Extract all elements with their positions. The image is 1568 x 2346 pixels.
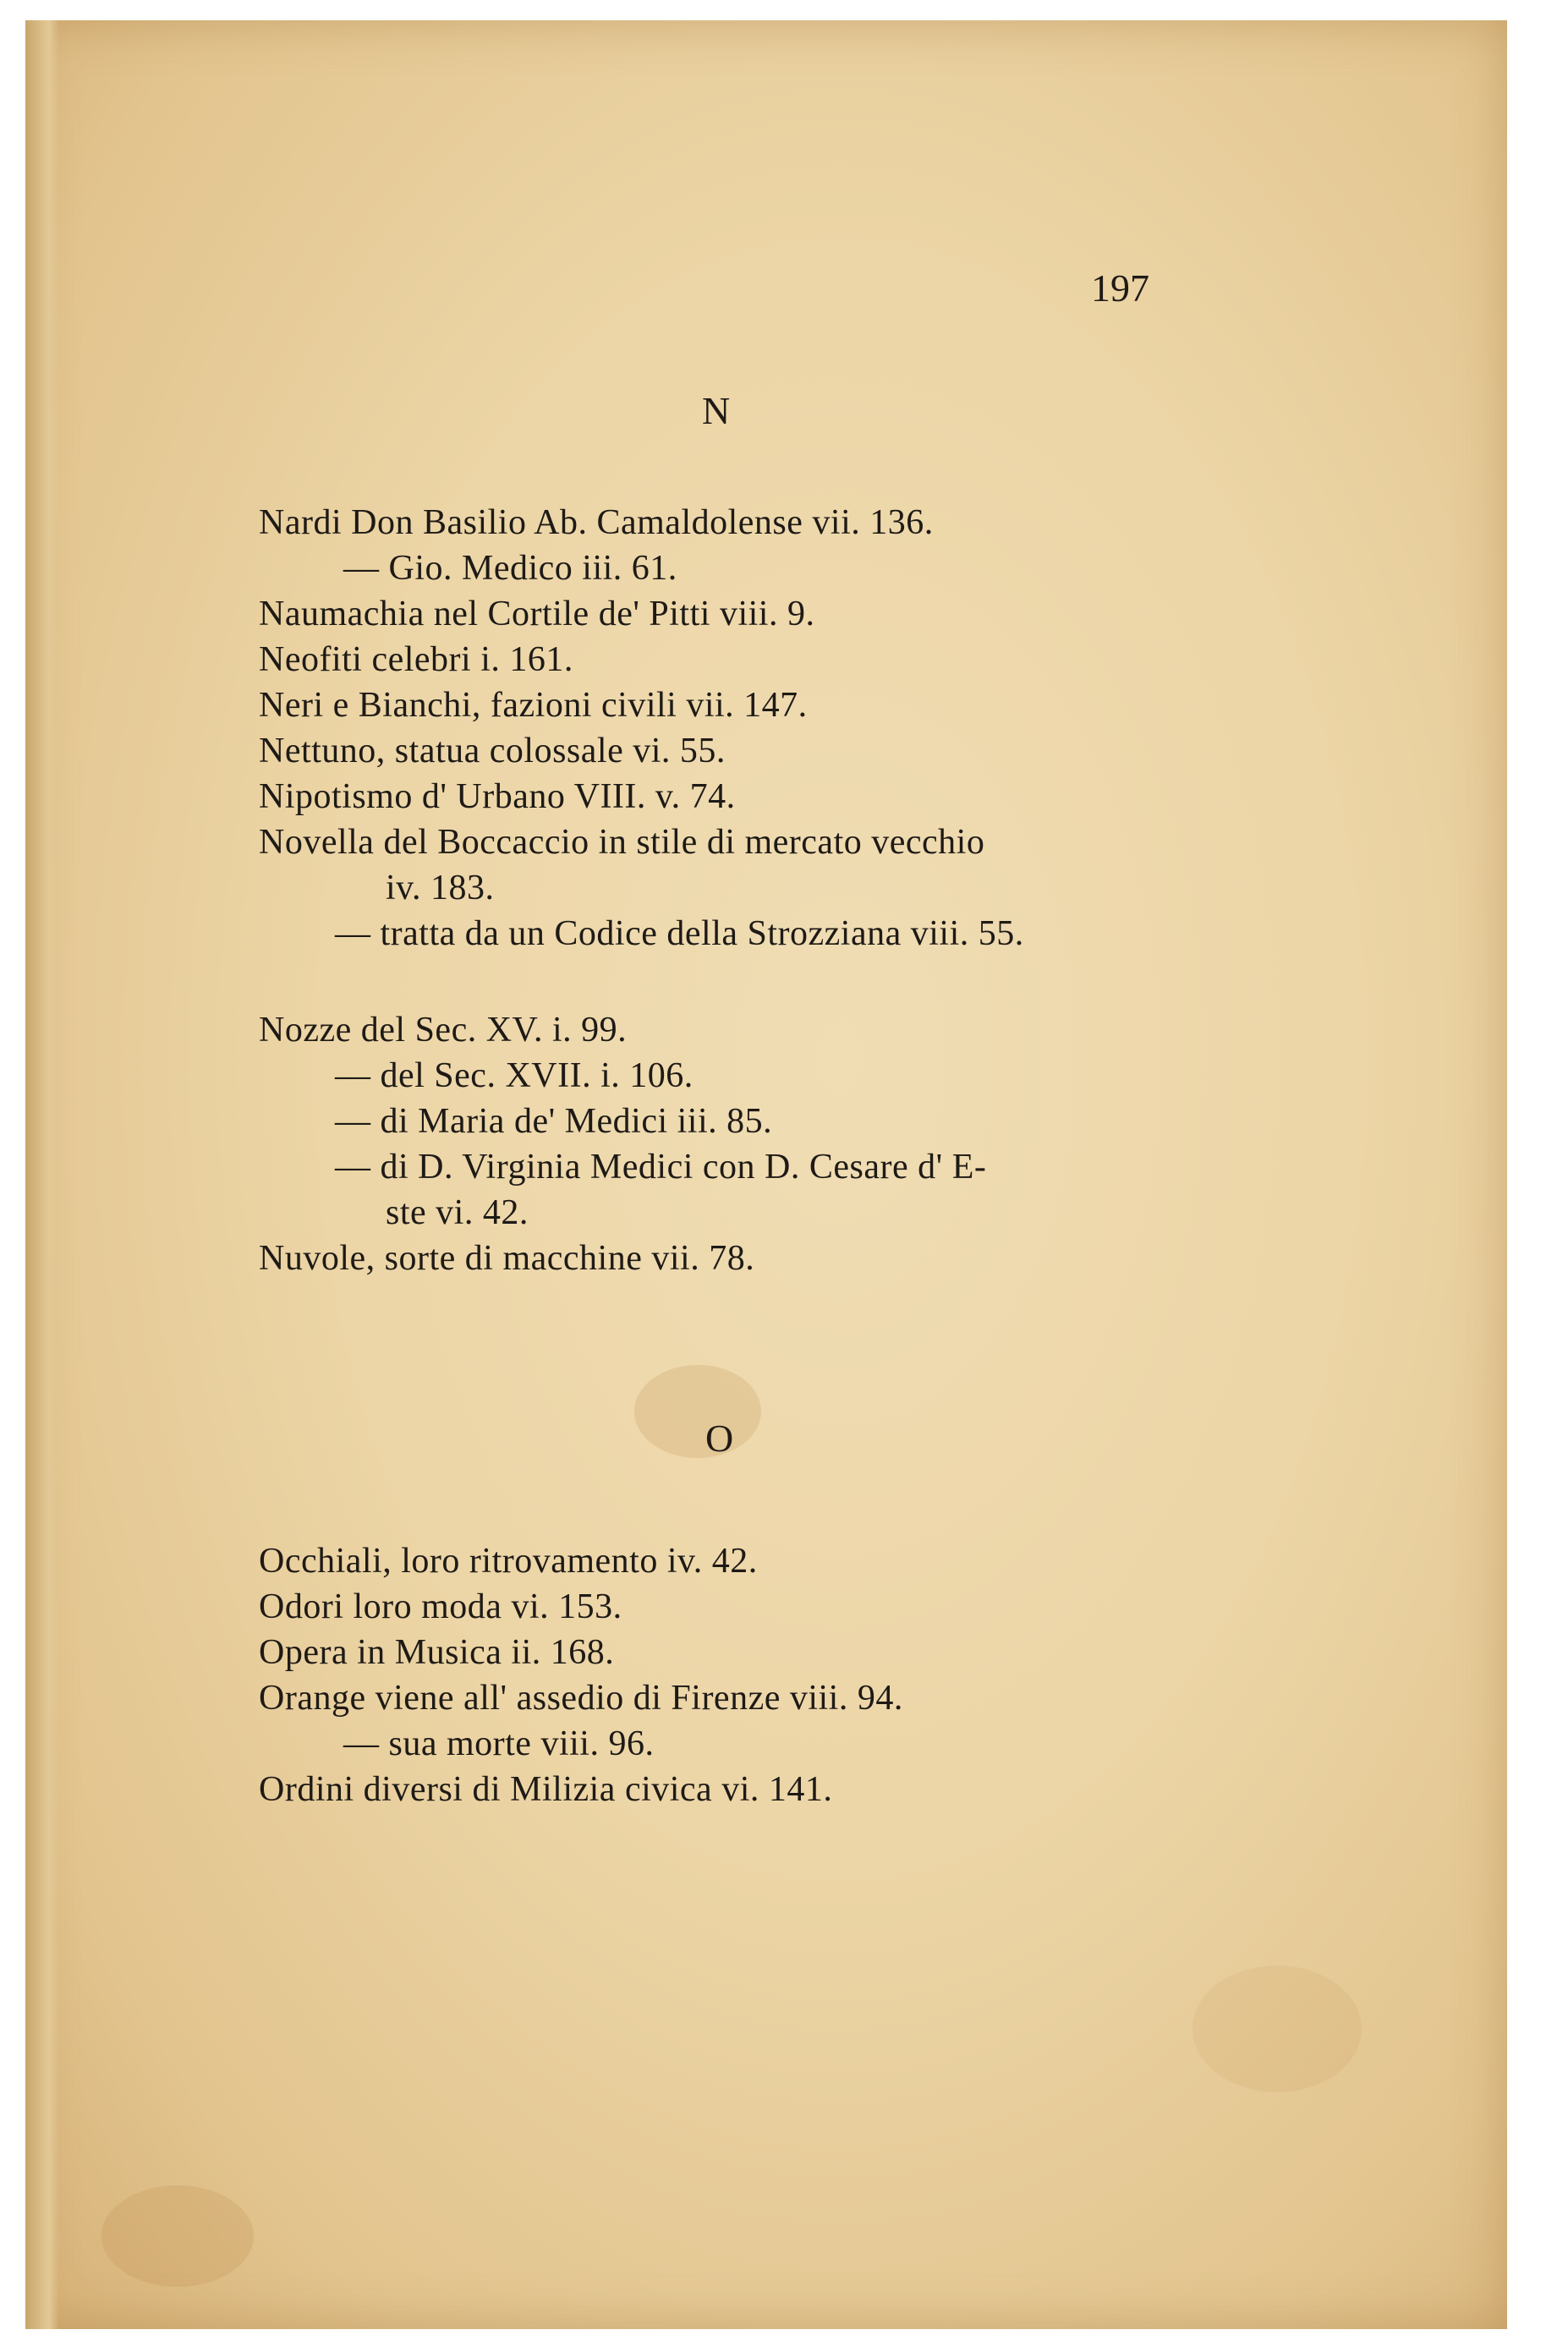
page-spine-edge <box>25 20 59 2329</box>
index-entry: Nipotismo d' Urbano VIII. v. 74. <box>259 777 736 816</box>
index-subentry: — Gio. Medico iii. 61. <box>343 549 677 588</box>
index-subentry: — tratta da un Codice della Strozziana viii. 55. <box>335 914 1024 953</box>
index-entry: Nettuno, statua colossale vi. 55. <box>259 732 726 770</box>
section-heading-o: O <box>705 1417 734 1460</box>
index-subentry: — di D. Virginia Medici con D. Cesare d' E- <box>335 1148 987 1187</box>
index-entry: Nozze del Sec. XV. i. 99. <box>259 1011 628 1050</box>
paper-stain <box>1192 1965 1362 2092</box>
index-entry: Occhiali, loro ritrovamento iv. 42. <box>259 1542 758 1581</box>
index-entry: Nardi Don Basilio Ab. Camaldolense vii. 136. <box>259 503 934 542</box>
index-entry-continuation: iv. 183. <box>386 869 495 907</box>
index-entry: Orange viene all' assedio di Firenze viii. 94. <box>259 1679 903 1718</box>
page-number: 197 <box>1091 266 1149 310</box>
section-heading-n: N <box>702 389 731 432</box>
index-entry: Odori loro moda vi. 153. <box>259 1587 622 1626</box>
index-entry: Neri e Bianchi, fazioni civili vii. 147. <box>259 686 808 725</box>
index-subentry: — di Maria de' Medici iii. 85. <box>335 1102 773 1141</box>
index-subentry: — sua morte viii. 96. <box>343 1724 655 1763</box>
index-entry: Novella del Boccaccio in stile di mercato vecchio <box>259 823 985 862</box>
index-entry: Neofiti celebri i. 161. <box>259 640 573 679</box>
index-entry: Naumachia nel Cortile de' Pitti viii. 9. <box>259 595 815 633</box>
book-page <box>25 20 1507 2329</box>
index-entry: Ordini diversi di Milizia civica vi. 141. <box>259 1770 833 1809</box>
paper-stain <box>634 1365 761 1458</box>
index-entry: Opera in Musica ii. 168. <box>259 1633 615 1672</box>
index-entry: Nuvole, sorte di macchine vii. 78. <box>259 1239 755 1278</box>
paper-stain <box>101 2185 254 2287</box>
index-entry-continuation: ste vi. 42. <box>386 1193 529 1232</box>
index-subentry: — del Sec. XVII. i. 106. <box>335 1056 694 1095</box>
